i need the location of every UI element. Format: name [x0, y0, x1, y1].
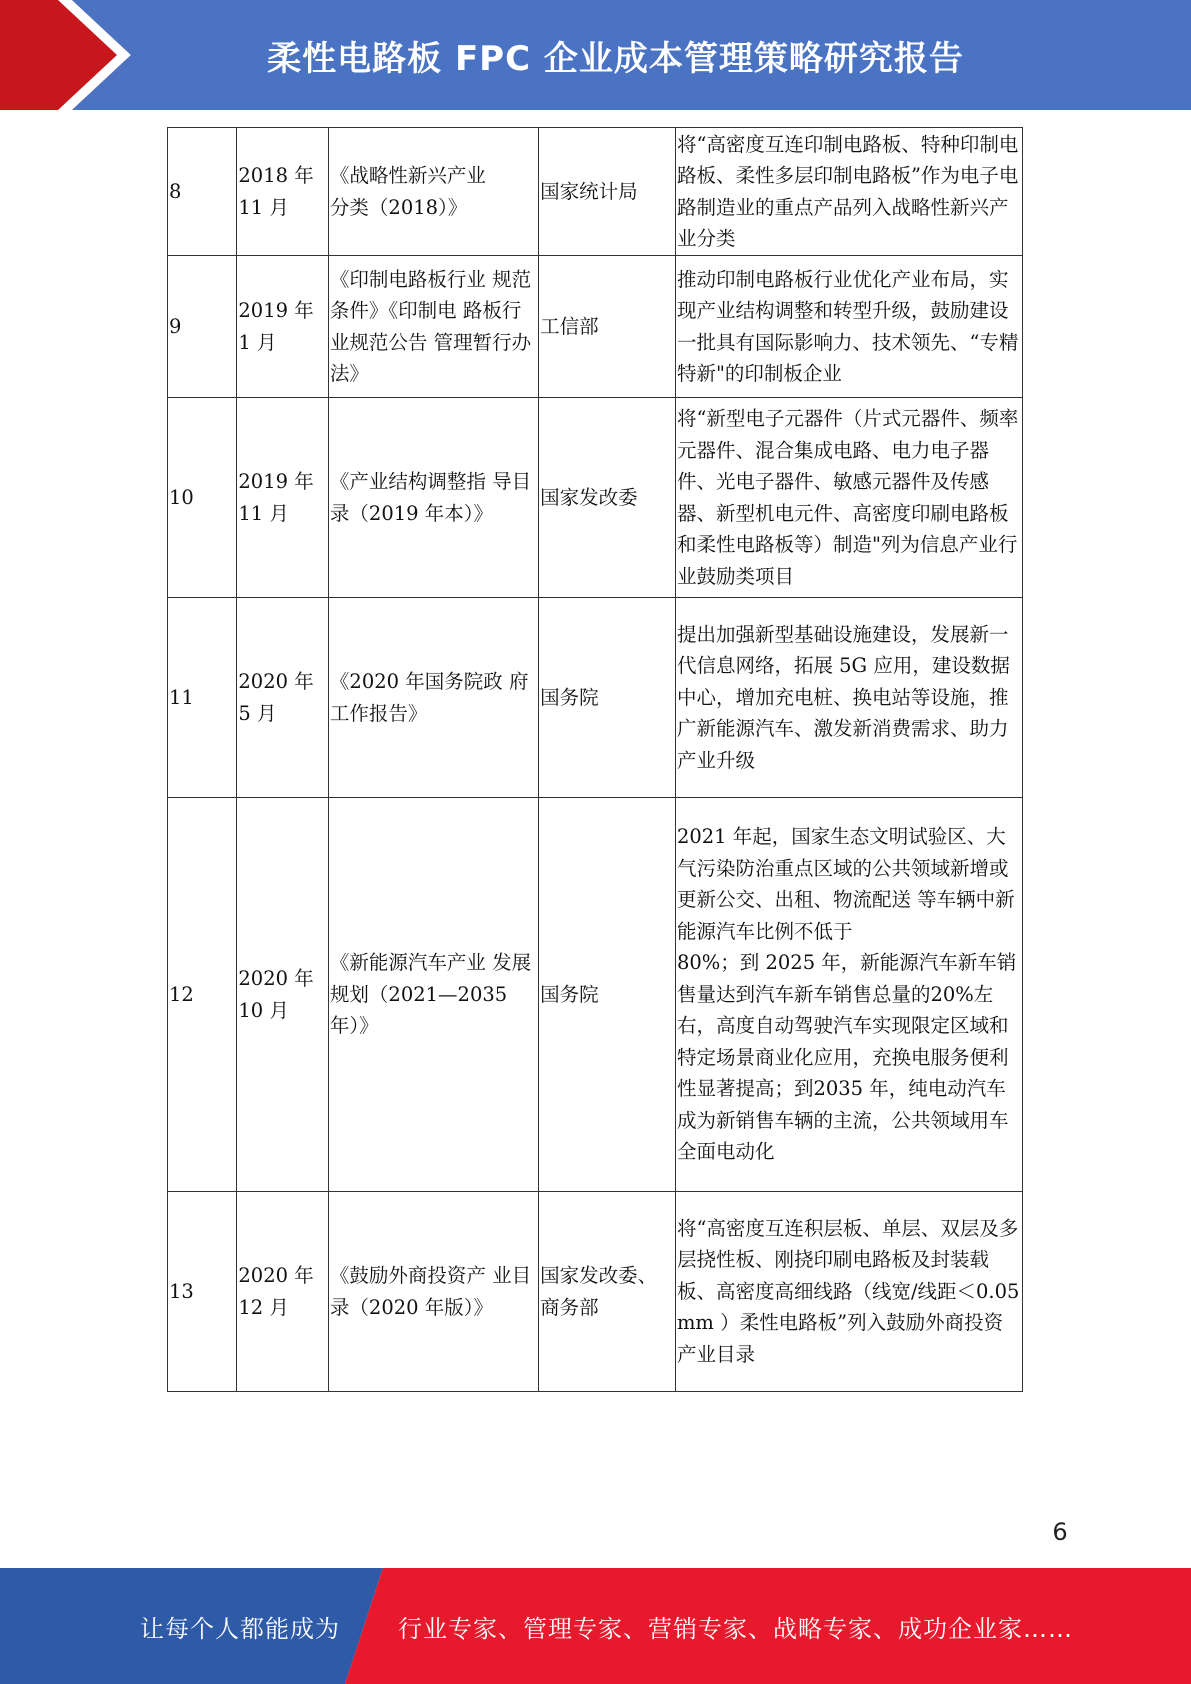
row-agency: 国家统计局 — [539, 128, 676, 256]
table-row — [168, 598, 1023, 798]
report-title: 柔性电路板 FPC 企业成本管理策略研究报告 — [267, 38, 964, 79]
row-date: 2019 年 1 月 — [237, 256, 329, 398]
row-index: 13 — [168, 1192, 237, 1392]
row-document: 《2020 年国务院政 府工作报告》 — [328, 598, 538, 798]
table-row — [168, 398, 1023, 598]
row-content: 2021 年起，国家生态文明试验区、大气污染防治重点区域的公共领域新增或更新公交、出租、物流配送 等车辆中新能源汽车比例不低于 80%；到 2025 年，新能源汽车新车销售量达到汽车新车销售总量的20%左右，高度自动驾驶汽车实现限定区域和特定场景商业化应用，充换电服务便利性显著提高；到2035 年，纯电动汽车成为新销售车辆的主流，公共领域用车全面电动化 — [675, 798, 1022, 1192]
row-date: 2020 年 10 月 — [237, 798, 329, 1192]
footer-slogan-right: 行业专家、管理专家、营销专家、战略专家、成功企业家…… — [398, 1614, 1073, 1643]
row-date: 2018 年 11 月 — [237, 128, 329, 256]
row-document: 《新能源汽车产业 发展规划（2021—2035 年）》 — [328, 798, 538, 1192]
page-number: 6 — [1052, 1518, 1068, 1546]
row-content: 将“高密度互连印制电路板、特种印制电路板、柔性多层印制电路板”作为电子电路制造业的重点产品列入战略性新兴产业分类 — [675, 128, 1022, 256]
row-date: 2020 年 5 月 — [237, 598, 329, 798]
table-row — [168, 128, 1023, 256]
table-row — [168, 798, 1023, 1192]
row-document: 《战略性新兴产业 分类（2018）》 — [328, 128, 538, 256]
row-index: 11 — [168, 598, 237, 798]
row-content: 提出加强新型基础设施建设，发展新一代信息网络，拓展 5G 应用，建设数据中心，增加充电桩、换电站等设施，推广新能源汽车、激发新消费需求、助力产业升级 — [675, 598, 1022, 798]
footer-banner — [0, 1568, 1191, 1684]
row-index: 9 — [168, 256, 237, 398]
row-index: 12 — [168, 798, 237, 1192]
row-content: 推动印制电路板行业优化产业布局，实现产业结构调整和转型升级，鼓励建设一批具有国际影响力、技术领先、“专精特新"的印制板企业 — [675, 256, 1022, 398]
row-index: 8 — [168, 128, 237, 256]
row-document: 《鼓励外商投资产 业目录（2020 年版）》 — [328, 1192, 538, 1392]
footer-slogan-left: 让每个人都能成为 — [140, 1614, 340, 1643]
row-index: 10 — [168, 398, 237, 598]
row-agency: 国家发改委、商务部 — [539, 1192, 676, 1392]
row-document: 《印制电路板行业 规范条件》《印制电 路板行业规范公告 管理暂行办法》 — [328, 256, 538, 398]
row-content: 将“新型电子元器件（片式元器件、频率元器件、混合集成电路、电力电子器件、光电子器件、敏感元器件及传感器、新型机电元件、高密度印刷电路板和柔性电路板等）制造"列为信息产业行业鼓励类项目 — [675, 398, 1022, 598]
table-row — [168, 1192, 1023, 1392]
policy-table — [167, 127, 1023, 1392]
row-document: 《产业结构调整指 导目录（2019 年本）》 — [328, 398, 538, 598]
row-agency: 国务院 — [539, 598, 676, 798]
arrow-chevron-icon — [0, 0, 150, 110]
row-agency: 国务院 — [539, 798, 676, 1192]
table-row — [168, 256, 1023, 398]
row-date: 2019 年 11 月 — [237, 398, 329, 598]
row-agency: 工信部 — [539, 256, 676, 398]
row-date: 2020 年 12 月 — [237, 1192, 329, 1392]
header-banner — [0, 0, 1191, 110]
row-agency: 国家发改委 — [539, 398, 676, 598]
row-content: 将“高密度互连积层板、单层、双层及多层挠性板、刚挠印刷电路板及封装载板、高密度高细线路（线宽/线距＜0.05mm ）柔性电路板”列入鼓励外商投资产业目录 — [675, 1192, 1022, 1392]
